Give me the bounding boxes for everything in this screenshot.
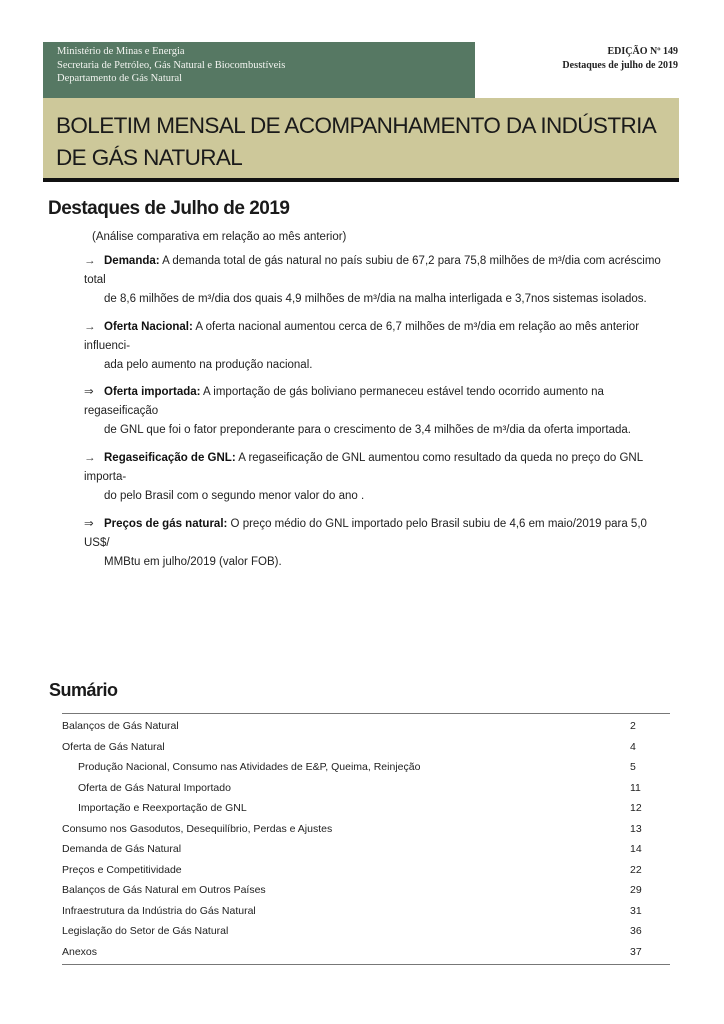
- highlight-text-cont: MMBtu em julho/2019 (valor FOB).: [104, 556, 282, 568]
- toc-entry-label: Demanda de Gás Natural: [62, 843, 182, 856]
- highlight-label: Oferta importada:: [104, 386, 201, 398]
- toc-entry-label: Balanços de Gás Natural em Outros Países: [62, 884, 266, 897]
- toc-entry-page: 37: [630, 945, 642, 958]
- highlight-item-demand: [84, 252, 674, 309]
- toc-row[interactable]: [62, 839, 670, 860]
- toc-entry-page: 12: [630, 802, 642, 815]
- toc-title: Sumário: [49, 680, 118, 700]
- toc-entry-label: Anexos: [62, 945, 98, 958]
- toc-row[interactable]: [62, 901, 670, 922]
- toc-entry-page: 29: [630, 884, 642, 897]
- toc-entry-page: 13: [630, 822, 642, 835]
- toc-row[interactable]: [62, 942, 670, 963]
- toc-entry-page: 5: [630, 761, 636, 774]
- highlight-item-lng-regasification: [84, 449, 674, 506]
- toc-row[interactable]: [62, 757, 670, 778]
- highlight-label: Preços de gás natural:: [104, 518, 228, 530]
- edition-number: EDIÇÃO Nº 149: [607, 46, 678, 57]
- toc-row[interactable]: [62, 737, 670, 758]
- org-line-department: Departamento de Gás Natural: [57, 73, 183, 84]
- banner-title-line1: BOLETIM MENSAL DE ACOMPANHAMENTO DA INDÚSTRIA: [56, 113, 657, 138]
- arrow-icon: ⇒: [84, 386, 94, 398]
- highlights-title: Destaques de Julho de 2019: [48, 198, 290, 219]
- toc-entry-label: Oferta de Gás Natural: [62, 740, 165, 753]
- arrow-icon: →: [84, 452, 96, 464]
- highlight-item-national-supply: [84, 318, 674, 375]
- toc-entry-page: 14: [630, 843, 642, 856]
- ministry-header-box: [43, 42, 475, 98]
- toc-entry-page: 11: [630, 781, 641, 794]
- edition-block: [562, 45, 678, 73]
- highlight-text-cont: do pelo Brasil com o segundo menor valor do ano .: [104, 490, 365, 502]
- highlight-text: O preço médio do GNL importado pelo Brasil subiu de 4,6 em maio/2019 para 5,0 US$/: [84, 518, 647, 549]
- org-line-ministry: Ministério de Minas e Energia: [57, 46, 185, 57]
- toc-entry-page: 4: [630, 740, 636, 753]
- toc-entry-label: Legislação do Setor de Gás Natural: [62, 925, 229, 938]
- toc-row[interactable]: [62, 778, 670, 799]
- highlight-text: A oferta nacional aumentou cerca de 6,7 milhões de m³/dia em relação ao mês anterior influenci-: [84, 321, 640, 352]
- highlight-label: Regaseificação de GNL:: [104, 452, 236, 464]
- banner-divider: [43, 178, 679, 182]
- arrow-icon: ⇒: [84, 518, 94, 530]
- highlight-text-cont: ada pelo aumento na produção nacional.: [104, 359, 313, 371]
- toc-entry-label: Oferta de Gás Natural Importado: [78, 781, 231, 794]
- table-of-contents: [62, 713, 670, 965]
- toc-entry-page: 31: [630, 904, 642, 917]
- toc-entry-label: Infraestrutura da Indústria do Gás Natural: [62, 904, 256, 917]
- toc-row[interactable]: [62, 921, 670, 942]
- toc-entry-label: Preços e Competitividade: [62, 863, 182, 876]
- toc-entry-page: 2: [630, 720, 636, 733]
- highlight-text: A demanda total de gás natural no país subiu de 67,2 para 75,8 milhões de m³/dia com acréscimo total: [84, 255, 661, 286]
- banner-title-line2: DE GÁS NATURAL: [56, 145, 243, 170]
- toc-row[interactable]: [62, 716, 670, 737]
- toc-entry-label: Importação e Reexportação de GNL: [78, 802, 247, 815]
- toc-row[interactable]: [62, 798, 670, 819]
- toc-entry-label: Consumo nos Gasodutos, Desequilíbrio, Perdas e Ajustes: [62, 822, 333, 835]
- toc-row[interactable]: [62, 819, 670, 840]
- toc-entry-page: 36: [630, 925, 642, 938]
- edition-subtitle: Destaques de julho de 2019: [562, 60, 678, 71]
- highlight-label: Oferta Nacional:: [104, 321, 193, 333]
- bulletin-title-banner: [43, 98, 679, 178]
- highlight-text-cont: de GNL que foi o fator preponderante para o crescimento de 3,4 milhões de m³/dia da oferta importada.: [104, 424, 631, 436]
- highlight-label: Demanda:: [104, 255, 160, 267]
- arrow-icon: →: [84, 255, 96, 267]
- toc-row[interactable]: [62, 860, 670, 881]
- toc-entry-label: Balanços de Gás Natural: [62, 720, 179, 733]
- highlight-text-cont: de 8,6 milhões de m³/dia dos quais 4,9 milhões de m³/dia na malha interligada e 3,7nos sistemas isolados.: [104, 293, 647, 305]
- highlight-item-imported-supply: [84, 383, 674, 440]
- toc-row[interactable]: [62, 880, 670, 901]
- highlight-text: A importação de gás boliviano permaneceu estável tendo ocorrido aumento na regaseificação: [84, 386, 604, 417]
- toc-entry-page: 22: [630, 863, 642, 876]
- highlight-item-gas-prices: [84, 515, 674, 572]
- toc-entry-label: Produção Nacional, Consumo nas Atividades de E&P, Queima, Reinjeção: [78, 761, 421, 774]
- highlights-subtitle: (Análise comparativa em relação ao mês anterior): [92, 231, 347, 243]
- arrow-icon: →: [84, 321, 96, 333]
- org-line-secretariat: Secretaria de Petróleo, Gás Natural e Biocombustíveis: [57, 59, 286, 71]
- highlight-text: A regaseificação de GNL aumentou como resultado da queda no preço do GNL importa-: [84, 452, 643, 483]
